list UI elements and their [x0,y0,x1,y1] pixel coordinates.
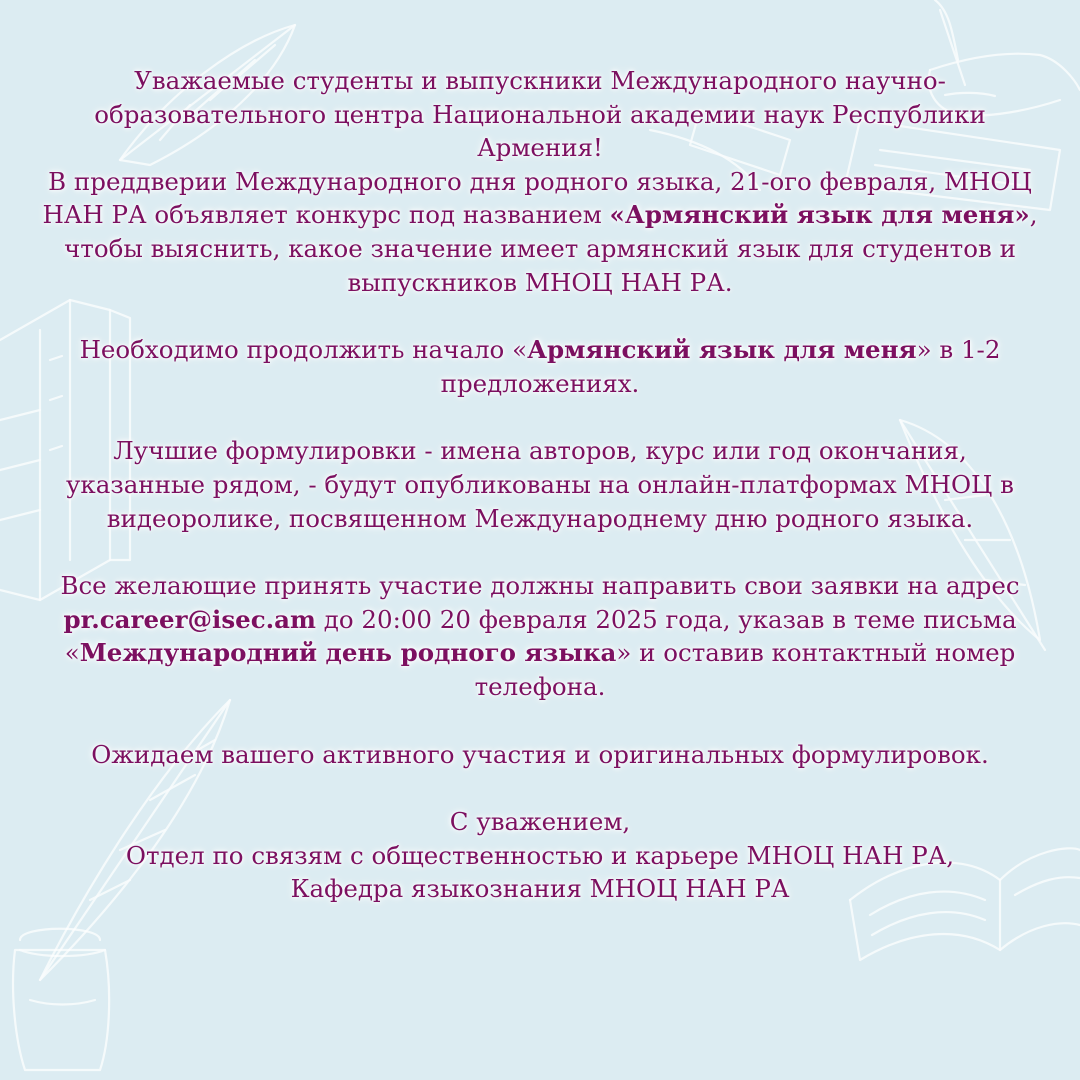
email-subject: Международний день родного языка [79,638,617,668]
publication-paragraph: Лучшие формулировки - имена авторов, курс или год окончания, указанные рядом, - будут опубликованы на онлайн-платформах МНОЦ в видеоролике, посвященном Международнему дню родного языка. [66,436,1014,533]
submission-text: Все желающие принять участие должны направить свои заявки на адрес [60,571,1020,601]
submission-paragraph [40,569,1040,703]
inkwell-icon [13,929,109,1070]
spacer [40,771,1040,805]
intro-text-end: , чтобы выяснить, какое значение имеет армянский язык для студентов и выпускников МНОЦ НАН РА. [64,200,1038,297]
intro-text: В преддверии Международного дня родного языка, 21-ого февраля, МНОЦ НАН РА объявляет конкурс под названием [42,166,1032,230]
signature-department: Отдел по связям с общественностью и карьере МНОЦ НАН РА, [125,840,955,870]
greeting: Уважаемые студенты и выпускники Международного научно-образовательного центра Национальной академии наук Республики Армения! [94,66,986,163]
spacer [40,704,1040,738]
closing-paragraph: Ожидаем вашего активного участия и оригинальных формулировок. [91,739,989,769]
intro-paragraph [40,165,1040,299]
spacer [40,535,1040,569]
signature-chair: Кафедра языкознания МНОЦ НАН РА [290,874,790,904]
task-paragraph [40,333,1040,400]
subject-open-quote: « [64,638,80,668]
submission-text-end: » и оставив контактный номер телефона. [474,638,1016,701]
signature-salutation: С уважением, [449,807,631,837]
task-text-end: » в 1-2 предложениях. [440,335,1001,398]
spacer [40,299,1040,333]
contest-name: «Армянский язык для меня» [609,200,1030,230]
task-phrase: Армянский язык для меня [527,335,917,365]
contact-email[interactable]: pr.career@isec.am [63,604,316,634]
task-text: Необходимо продолжить начало [79,335,513,365]
submission-deadline: до 20:00 20 февраля 2025 года, указав в теме письма [315,604,1017,634]
task-open-quote: « [512,335,528,365]
spacer [40,400,1040,434]
announcement-text [40,64,1040,906]
